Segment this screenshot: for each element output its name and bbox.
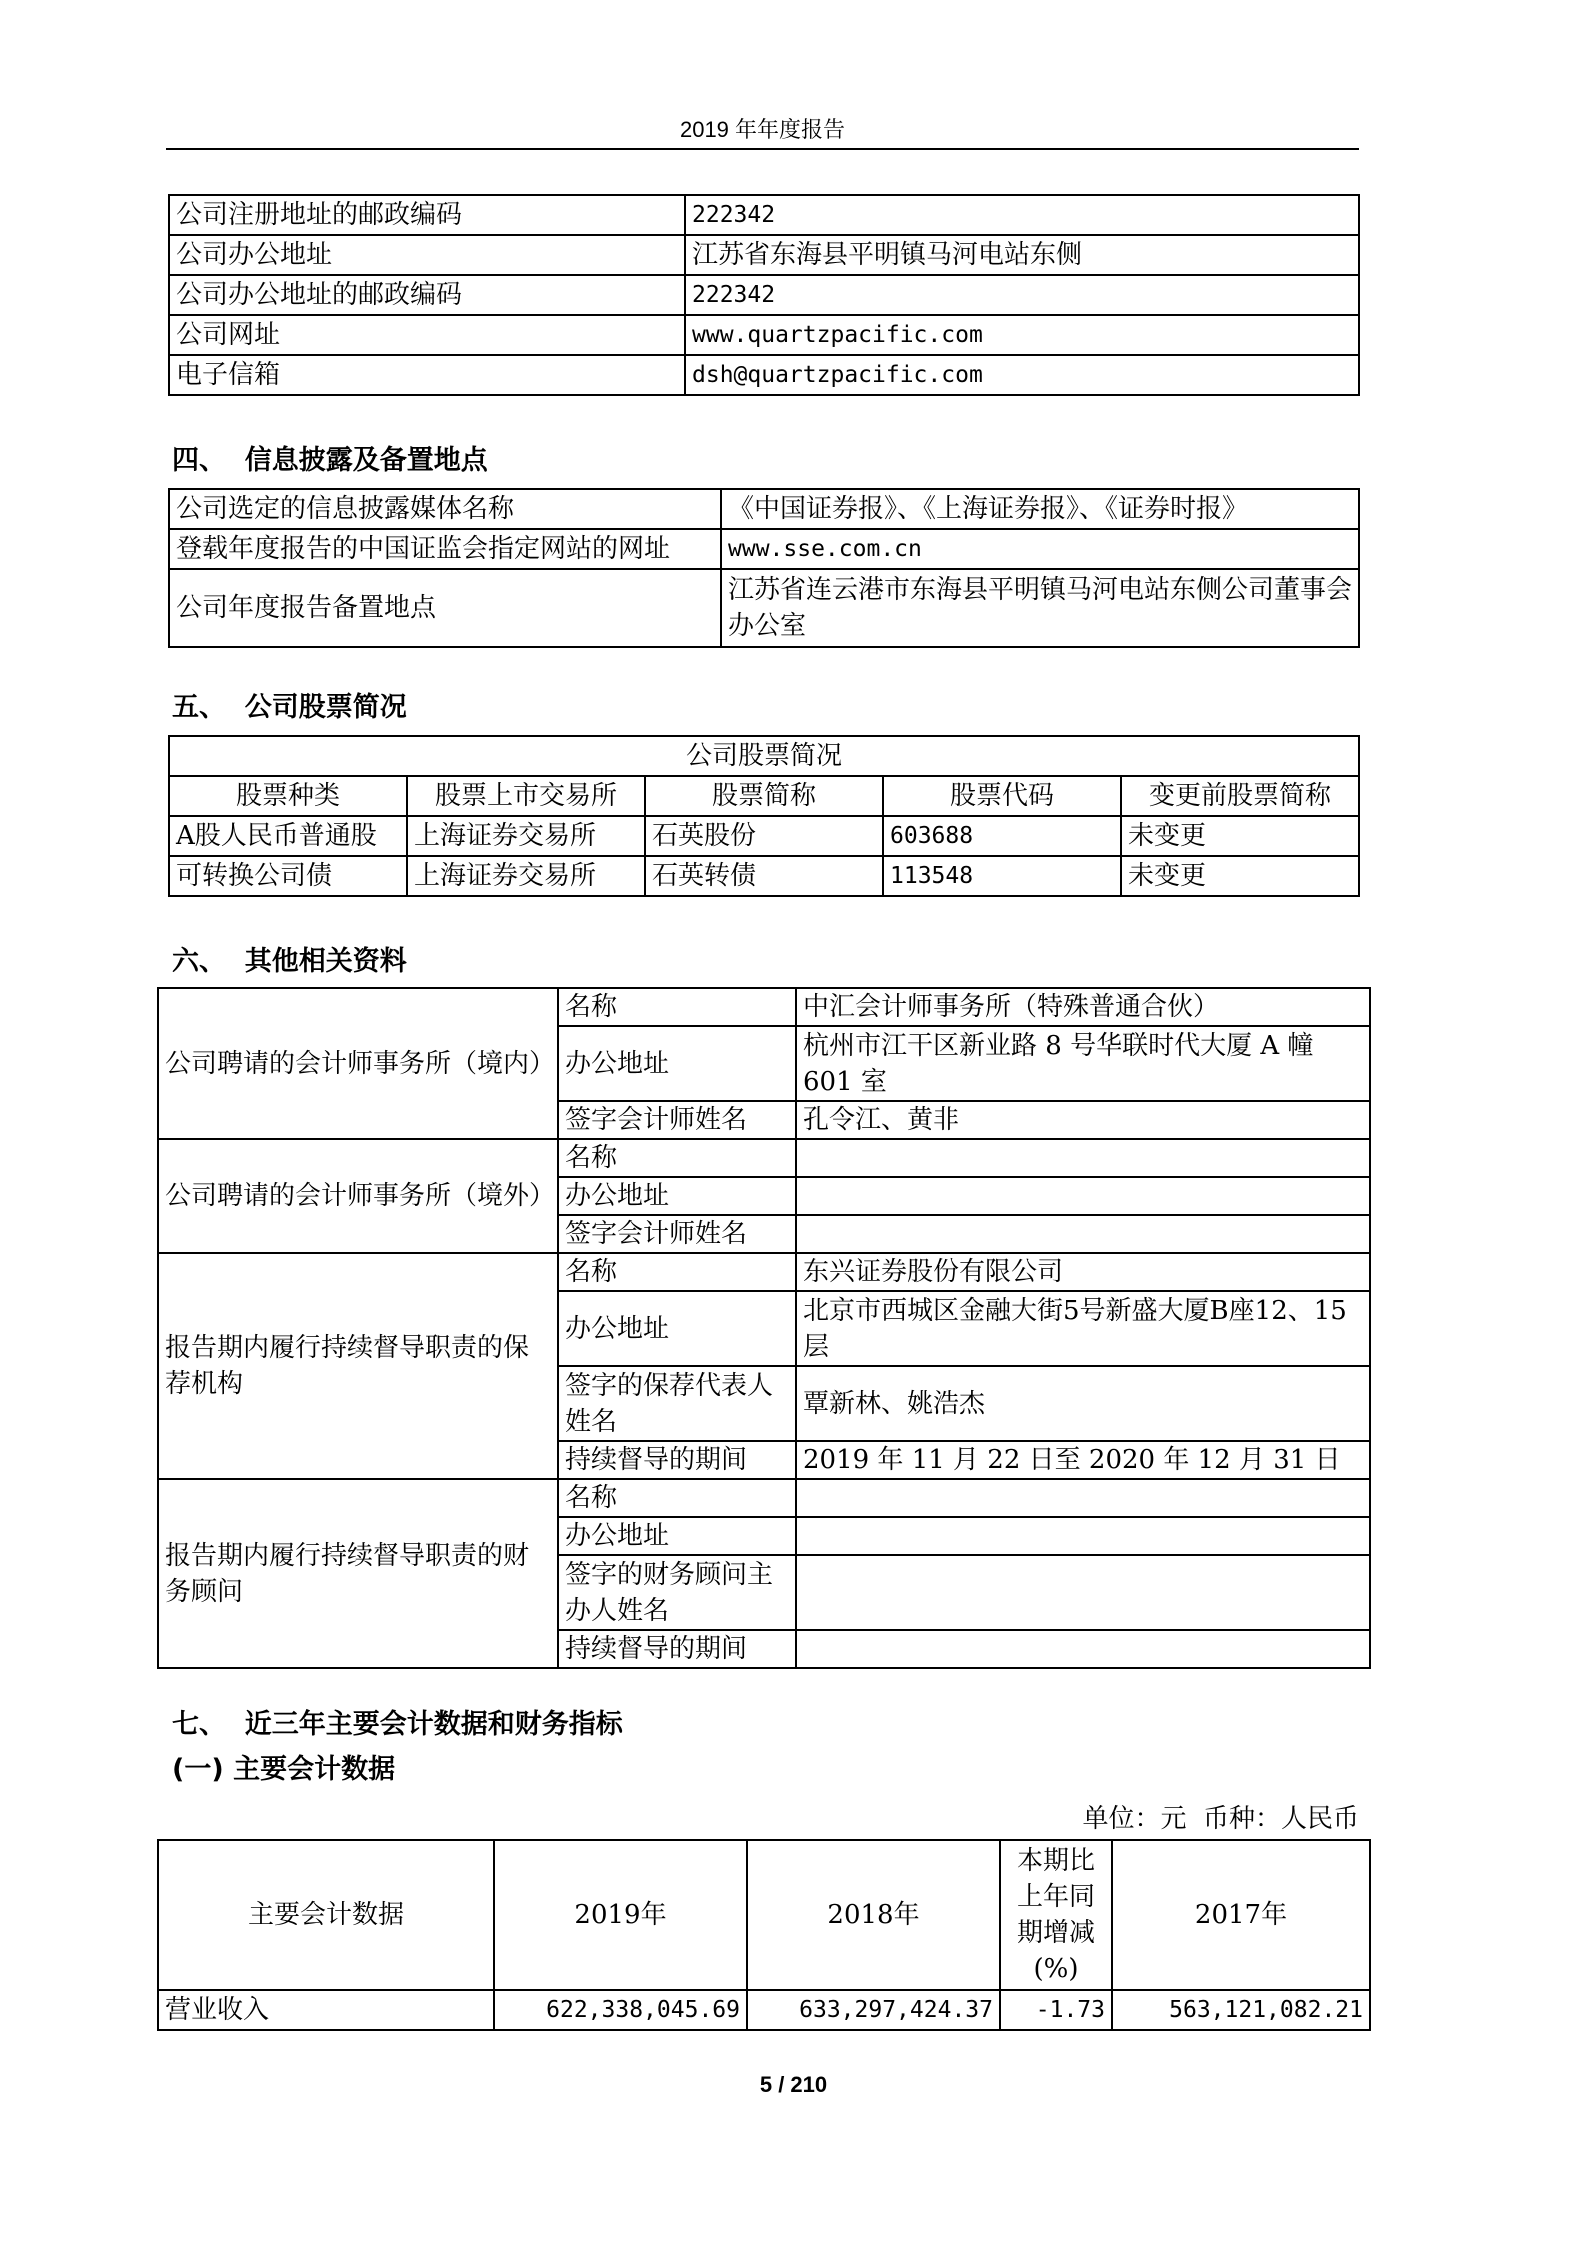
row-value: 江苏省连云港市东海县平明镇马河电站东侧公司董事会办公室 bbox=[721, 569, 1359, 647]
table-row bbox=[158, 1253, 1370, 1291]
field-label: 签字的保荐代表人姓名 bbox=[558, 1366, 796, 1441]
row-value: www.quartzpacific.com bbox=[685, 315, 1359, 355]
field-value bbox=[796, 1139, 1370, 1177]
field-value: 覃新林、姚浩杰 bbox=[796, 1366, 1370, 1441]
table-row bbox=[169, 489, 1359, 529]
table-header-row bbox=[169, 776, 1359, 816]
table-cell: 营业收入 bbox=[158, 1990, 494, 2030]
field-value: 孔令江、黄非 bbox=[796, 1101, 1370, 1139]
other-info-table bbox=[157, 987, 1371, 1669]
table-row bbox=[169, 856, 1359, 896]
table-row bbox=[158, 988, 1370, 1026]
contact-table bbox=[168, 194, 1360, 396]
row-label: 公司办公地址的邮政编码 bbox=[169, 275, 685, 315]
field-value bbox=[796, 1517, 1370, 1555]
table-row bbox=[169, 275, 1359, 315]
column-header: 股票简称 bbox=[645, 776, 883, 816]
column-header: 股票代码 bbox=[883, 776, 1121, 816]
row-label: 电子信箱 bbox=[169, 355, 685, 395]
field-value: 北京市西城区金融大街5号新盛大厦B座12、15层 bbox=[796, 1291, 1370, 1366]
table-title-row bbox=[169, 736, 1359, 776]
page-header: 2019 年年度报告 bbox=[679, 117, 846, 142]
row-value: 江苏省东海县平明镇马河电站东侧 bbox=[685, 235, 1359, 275]
section-7-title: 七、 近三年主要会计数据和财务指标 bbox=[172, 1709, 623, 1740]
row-label: 公司注册地址的邮政编码 bbox=[169, 195, 685, 235]
field-label: 持续督导的期间 bbox=[558, 1441, 796, 1479]
field-value: 东兴证券股份有限公司 bbox=[796, 1253, 1370, 1291]
page-number: 5 / 210 bbox=[759, 2072, 828, 2097]
table-cell: 石英转债 bbox=[645, 856, 883, 896]
row-value: 222342 bbox=[685, 275, 1359, 315]
table-row bbox=[169, 569, 1359, 647]
column-header: 主要会计数据 bbox=[158, 1840, 494, 1990]
column-header: 股票上市交易所 bbox=[407, 776, 645, 816]
table-row bbox=[169, 355, 1359, 395]
group-label: 报告期内履行持续督导职责的财务顾问 bbox=[158, 1479, 558, 1668]
field-label: 名称 bbox=[558, 1479, 796, 1517]
table-cell: 未变更 bbox=[1121, 856, 1359, 896]
field-value: 2019 年 11 月 22 日至 2020 年 12 月 31 日 bbox=[796, 1441, 1370, 1479]
column-header: 2017年 bbox=[1112, 1840, 1370, 1990]
field-value bbox=[796, 1177, 1370, 1215]
field-label: 办公地址 bbox=[558, 1177, 796, 1215]
table-cell: 622,338,045.69 bbox=[494, 1990, 747, 2030]
row-value: 222342 bbox=[685, 195, 1359, 235]
field-value bbox=[796, 1555, 1370, 1630]
row-label: 公司选定的信息披露媒体名称 bbox=[169, 489, 721, 529]
section-7-subtitle: (一) 主要会计数据 bbox=[172, 1754, 396, 1785]
row-label: 公司网址 bbox=[169, 315, 685, 355]
section-4-title: 四、 信息披露及备置地点 bbox=[172, 445, 488, 476]
table-row bbox=[169, 529, 1359, 569]
row-label: 登载年度报告的中国证监会指定网站的网址 bbox=[169, 529, 721, 569]
unit-line: 单位：元 币种：人民币 bbox=[1082, 1804, 1359, 1834]
field-value: 中汇会计师事务所（特殊普通合伙） bbox=[796, 988, 1370, 1026]
group-label: 公司聘请的会计师事务所（境内） bbox=[158, 988, 558, 1139]
row-value: www.sse.com.cn bbox=[721, 529, 1359, 569]
table-cell: A股人民币普通股 bbox=[169, 816, 407, 856]
row-label: 公司年度报告备置地点 bbox=[169, 569, 721, 647]
field-label: 持续督导的期间 bbox=[558, 1630, 796, 1668]
table-row bbox=[158, 1139, 1370, 1177]
table-cell: 未变更 bbox=[1121, 816, 1359, 856]
header-divider bbox=[166, 148, 1359, 150]
field-label: 签字会计师姓名 bbox=[558, 1215, 796, 1253]
group-label: 报告期内履行持续督导职责的保荐机构 bbox=[158, 1253, 558, 1479]
field-value bbox=[796, 1215, 1370, 1253]
section-5-title: 五、 公司股票简况 bbox=[172, 692, 407, 723]
accounting-data-table bbox=[157, 1839, 1371, 2031]
field-label: 办公地址 bbox=[558, 1291, 796, 1366]
table-cell: 石英股份 bbox=[645, 816, 883, 856]
group-label: 公司聘请的会计师事务所（境外） bbox=[158, 1139, 558, 1253]
table-cell: 可转换公司债 bbox=[169, 856, 407, 896]
column-header: 2019年 bbox=[494, 1840, 747, 1990]
field-value: 杭州市江干区新业路 8 号华联时代大厦 A 幢 601 室 bbox=[796, 1026, 1370, 1101]
table-row bbox=[169, 235, 1359, 275]
table-row bbox=[169, 195, 1359, 235]
section-6-title: 六、 其他相关资料 bbox=[172, 946, 407, 977]
table-title: 公司股票简况 bbox=[169, 736, 1359, 776]
table-cell: -1.73 bbox=[1000, 1990, 1112, 2030]
table-row bbox=[158, 1990, 1370, 2030]
field-label: 名称 bbox=[558, 1253, 796, 1291]
field-label: 签字会计师姓名 bbox=[558, 1101, 796, 1139]
field-value bbox=[796, 1479, 1370, 1517]
table-cell: 563,121,082.21 bbox=[1112, 1990, 1370, 2030]
table-row bbox=[169, 315, 1359, 355]
table-row bbox=[169, 816, 1359, 856]
field-label: 签字的财务顾问主办人姓名 bbox=[558, 1555, 796, 1630]
row-value: 《中国证券报》、《上海证券报》、《证券时报》 bbox=[721, 489, 1359, 529]
field-label: 办公地址 bbox=[558, 1517, 796, 1555]
stock-table bbox=[168, 735, 1360, 897]
field-label: 名称 bbox=[558, 988, 796, 1026]
table-cell: 上海证券交易所 bbox=[407, 816, 645, 856]
column-header: 本期比上年同期增减(%) bbox=[1000, 1840, 1112, 1990]
field-label: 办公地址 bbox=[558, 1026, 796, 1101]
field-label: 名称 bbox=[558, 1139, 796, 1177]
column-header: 变更前股票简称 bbox=[1121, 776, 1359, 816]
table-header-row bbox=[158, 1840, 1370, 1990]
table-row bbox=[158, 1479, 1370, 1517]
table-cell: 603688 bbox=[883, 816, 1121, 856]
table-cell: 上海证券交易所 bbox=[407, 856, 645, 896]
row-value: dsh@quartzpacific.com bbox=[685, 355, 1359, 395]
field-value bbox=[796, 1630, 1370, 1668]
row-label: 公司办公地址 bbox=[169, 235, 685, 275]
table-cell: 633,297,424.37 bbox=[747, 1990, 1000, 2030]
table-cell: 113548 bbox=[883, 856, 1121, 896]
column-header: 股票种类 bbox=[169, 776, 407, 816]
column-header: 2018年 bbox=[747, 1840, 1000, 1990]
disclosure-table bbox=[168, 488, 1360, 648]
